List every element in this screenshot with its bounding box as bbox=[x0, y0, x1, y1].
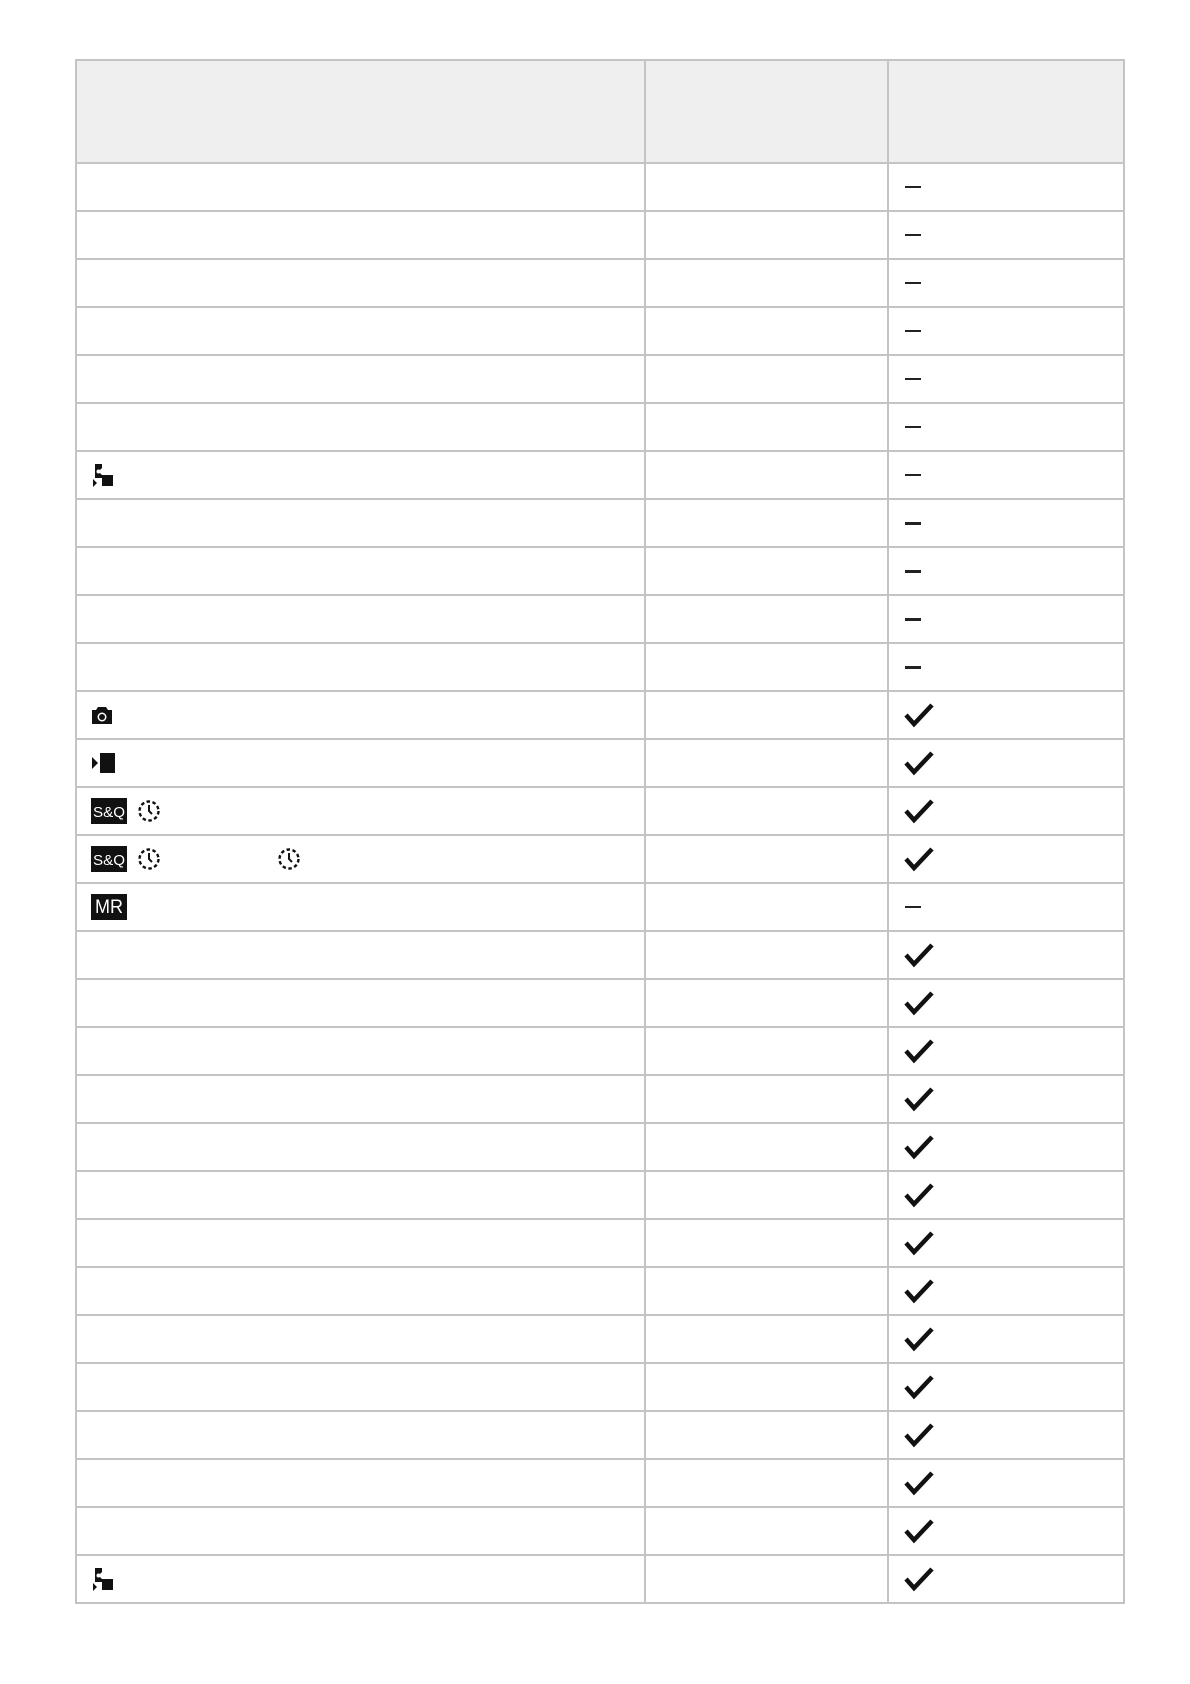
item-cell bbox=[76, 979, 645, 1027]
table-row bbox=[76, 979, 1124, 1027]
item-cell bbox=[76, 643, 645, 691]
item-cell bbox=[76, 547, 645, 595]
dash-icon bbox=[905, 570, 921, 573]
table-row bbox=[76, 499, 1124, 547]
value-cell bbox=[645, 1123, 888, 1171]
item-cell bbox=[76, 835, 645, 883]
value-cell bbox=[645, 1219, 888, 1267]
mark-cell bbox=[888, 691, 1124, 739]
check-icon bbox=[903, 701, 935, 729]
item-cell bbox=[76, 1555, 645, 1603]
value-cell bbox=[645, 1459, 888, 1507]
dash-icon bbox=[905, 330, 921, 332]
item-cell bbox=[76, 499, 645, 547]
header-row bbox=[76, 60, 1124, 163]
mark-cell bbox=[888, 307, 1124, 355]
item-cell bbox=[76, 1171, 645, 1219]
item-cell bbox=[76, 691, 645, 739]
mark-cell bbox=[888, 1555, 1124, 1603]
item-cell bbox=[76, 1459, 645, 1507]
item-cell bbox=[76, 1363, 645, 1411]
value-cell bbox=[645, 451, 888, 499]
table-row bbox=[76, 211, 1124, 259]
value-cell bbox=[645, 1411, 888, 1459]
table-row bbox=[76, 931, 1124, 979]
mark-cell bbox=[888, 1075, 1124, 1123]
interval-dial-icon bbox=[137, 847, 161, 871]
mark-cell bbox=[888, 1171, 1124, 1219]
mark-cell bbox=[888, 259, 1124, 307]
table-row bbox=[76, 547, 1124, 595]
mark-cell bbox=[888, 1459, 1124, 1507]
item-cell bbox=[76, 1315, 645, 1363]
mark-cell bbox=[888, 211, 1124, 259]
value-cell bbox=[645, 739, 888, 787]
value-cell bbox=[645, 1171, 888, 1219]
dash-icon bbox=[905, 234, 921, 236]
dash-icon bbox=[905, 426, 921, 428]
value-cell bbox=[645, 1315, 888, 1363]
check-icon bbox=[903, 1565, 935, 1593]
value-cell bbox=[645, 979, 888, 1027]
interval-dial-icon bbox=[137, 799, 161, 823]
item-cell bbox=[76, 1411, 645, 1459]
dash-icon bbox=[905, 474, 921, 476]
sq-icon-label: S&Q bbox=[93, 852, 125, 869]
value-cell bbox=[645, 1267, 888, 1315]
value-cell bbox=[645, 1363, 888, 1411]
mark-cell bbox=[888, 1411, 1124, 1459]
camera-settings-icon bbox=[91, 462, 115, 488]
table-row bbox=[76, 1171, 1124, 1219]
mark-cell bbox=[888, 931, 1124, 979]
item-cell bbox=[76, 1267, 645, 1315]
table-row bbox=[76, 1555, 1124, 1603]
mark-cell bbox=[888, 643, 1124, 691]
value-cell bbox=[645, 163, 888, 211]
table-row bbox=[76, 595, 1124, 643]
value-cell bbox=[645, 1555, 888, 1603]
check-icon bbox=[903, 1325, 935, 1353]
table-row bbox=[76, 787, 1124, 835]
check-icon bbox=[903, 845, 935, 873]
check-icon bbox=[903, 1277, 935, 1305]
mark-cell bbox=[888, 163, 1124, 211]
mark-cell bbox=[888, 1267, 1124, 1315]
table-row bbox=[76, 163, 1124, 211]
check-icon bbox=[903, 1229, 935, 1257]
check-icon bbox=[903, 1469, 935, 1497]
table-row bbox=[76, 691, 1124, 739]
sq-icon bbox=[91, 846, 127, 872]
check-icon bbox=[903, 1421, 935, 1449]
table-row bbox=[76, 259, 1124, 307]
value-cell bbox=[645, 883, 888, 931]
value-cell bbox=[645, 307, 888, 355]
item-cell bbox=[76, 1507, 645, 1555]
check-icon bbox=[903, 1085, 935, 1113]
item-cell bbox=[76, 211, 645, 259]
check-icon bbox=[903, 941, 935, 969]
value-cell bbox=[645, 259, 888, 307]
value-cell bbox=[645, 787, 888, 835]
item-cell bbox=[76, 307, 645, 355]
item-cell bbox=[76, 739, 645, 787]
camera-settings-icon bbox=[91, 1566, 115, 1592]
table-row bbox=[76, 307, 1124, 355]
item-cell bbox=[76, 1123, 645, 1171]
item-cell bbox=[76, 355, 645, 403]
item-cell bbox=[76, 163, 645, 211]
dash-icon bbox=[905, 666, 921, 669]
dash-icon bbox=[905, 282, 921, 284]
mark-cell bbox=[888, 1219, 1124, 1267]
mark-cell bbox=[888, 979, 1124, 1027]
item-cell bbox=[76, 595, 645, 643]
movie-icon bbox=[91, 752, 117, 774]
mark-cell bbox=[888, 547, 1124, 595]
mark-cell bbox=[888, 499, 1124, 547]
still-camera-icon bbox=[91, 705, 113, 725]
mark-cell bbox=[888, 1507, 1124, 1555]
interval-dial-icon bbox=[277, 847, 301, 871]
value-cell bbox=[645, 547, 888, 595]
header-cell-col3 bbox=[888, 60, 1124, 163]
check-icon bbox=[903, 1037, 935, 1065]
mark-cell bbox=[888, 595, 1124, 643]
item-cell bbox=[76, 883, 645, 931]
value-cell bbox=[645, 355, 888, 403]
value-cell bbox=[645, 1075, 888, 1123]
dash-icon bbox=[905, 378, 921, 380]
item-cell bbox=[76, 451, 645, 499]
mark-cell bbox=[888, 1315, 1124, 1363]
value-cell bbox=[645, 835, 888, 883]
item-cell bbox=[76, 259, 645, 307]
table-row bbox=[76, 643, 1124, 691]
dash-icon bbox=[905, 522, 921, 525]
mark-cell bbox=[888, 787, 1124, 835]
check-icon bbox=[903, 989, 935, 1017]
check-icon bbox=[903, 1133, 935, 1161]
sq-icon bbox=[91, 798, 127, 824]
dash-icon bbox=[905, 186, 921, 188]
dash-icon bbox=[905, 906, 921, 908]
check-icon bbox=[903, 797, 935, 825]
header-cell-item bbox=[76, 60, 645, 163]
value-cell bbox=[645, 643, 888, 691]
value-cell bbox=[645, 1507, 888, 1555]
table-row bbox=[76, 1363, 1124, 1411]
settings-compatibility-table bbox=[75, 59, 1125, 1604]
table-row bbox=[76, 355, 1124, 403]
table-row bbox=[76, 1507, 1124, 1555]
table-row bbox=[76, 1459, 1124, 1507]
check-icon bbox=[903, 1373, 935, 1401]
table-row bbox=[76, 1315, 1124, 1363]
mark-cell bbox=[888, 835, 1124, 883]
item-cell bbox=[76, 1219, 645, 1267]
item-cell bbox=[76, 403, 645, 451]
check-icon bbox=[903, 749, 935, 777]
value-cell bbox=[645, 211, 888, 259]
table-row bbox=[76, 835, 1124, 883]
table-row bbox=[76, 1027, 1124, 1075]
table-row bbox=[76, 1267, 1124, 1315]
table-row bbox=[76, 403, 1124, 451]
mark-cell bbox=[888, 1027, 1124, 1075]
value-cell bbox=[645, 595, 888, 643]
value-cell bbox=[645, 1027, 888, 1075]
table-row bbox=[76, 1411, 1124, 1459]
mark-cell bbox=[888, 1123, 1124, 1171]
mark-cell bbox=[888, 1363, 1124, 1411]
table-row bbox=[76, 739, 1124, 787]
item-cell bbox=[76, 787, 645, 835]
mark-cell bbox=[888, 451, 1124, 499]
value-cell bbox=[645, 499, 888, 547]
value-cell bbox=[645, 691, 888, 739]
table-row bbox=[76, 451, 1124, 499]
check-icon bbox=[903, 1517, 935, 1545]
mark-cell bbox=[888, 739, 1124, 787]
header-cell-col2 bbox=[645, 60, 888, 163]
check-icon bbox=[903, 1181, 935, 1209]
item-cell bbox=[76, 1075, 645, 1123]
mark-cell bbox=[888, 403, 1124, 451]
table-row bbox=[76, 1075, 1124, 1123]
mark-cell bbox=[888, 883, 1124, 931]
table-row bbox=[76, 1219, 1124, 1267]
sq-icon-label: S&Q bbox=[93, 804, 125, 821]
item-cell bbox=[76, 931, 645, 979]
item-cell bbox=[76, 1027, 645, 1075]
mr-icon bbox=[91, 894, 127, 920]
dash-icon bbox=[905, 618, 921, 621]
table-row bbox=[76, 883, 1124, 931]
mr-icon-label: MR bbox=[95, 897, 123, 918]
table-row bbox=[76, 1123, 1124, 1171]
mark-cell bbox=[888, 355, 1124, 403]
value-cell bbox=[645, 403, 888, 451]
value-cell bbox=[645, 931, 888, 979]
